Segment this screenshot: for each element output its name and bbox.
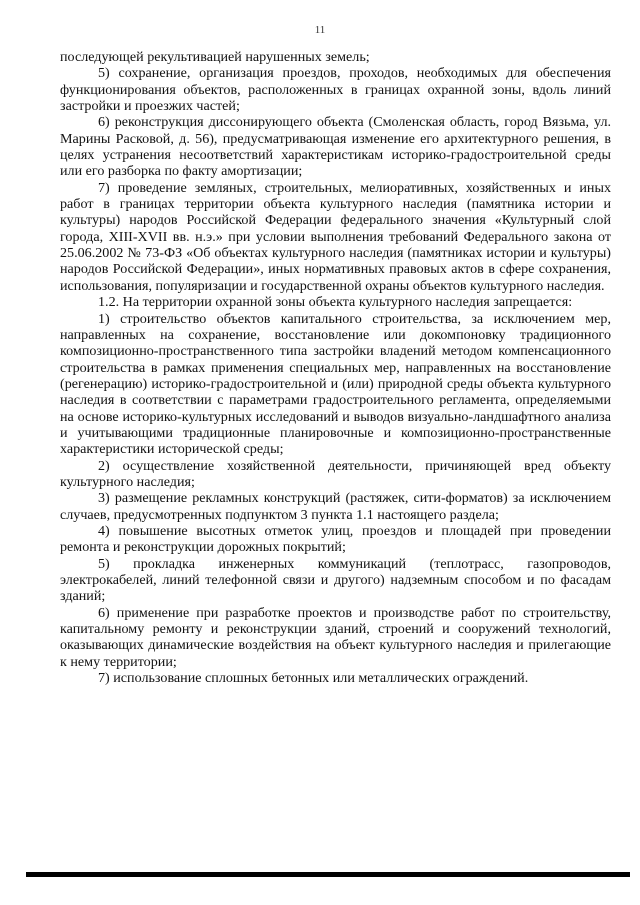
page-number: 11 xyxy=(314,24,326,36)
section-heading-1-2: 1.2. На территории охранной зоны объекта культурного наследия запрещается: xyxy=(98,294,573,311)
prohibition-item-5: 5) прокладка инженерных коммуникаций (теплотрасс, газопроводов, электрокабелей, линий телефонной связи и другого) надземным способом и по фасадам зданий; xyxy=(60,555,611,605)
prohibition-item-6: 6) применение при разработке проектов и производстве работ по строительству, капитальному ремонту и реконструкции зданий, строений и сооружений технологий, оказывающих динамические воздействия на объект культурного наследия и прилегающие к нему территории; xyxy=(60,604,611,670)
bottom-divider xyxy=(26,872,630,877)
paragraph-item-6-reconstruction: 6) реконструкция диссонирующего объекта (Смоленская область, город Вязьма, ул. Марины Расковой, д. 56), предусматривающая изменение его архитектурного решения, в целях устранения несоответствий характеристикам историко-градостроительной среды или его разборка по факту амортизации; xyxy=(60,114,611,180)
prohibition-item-3: 3) размещение рекламных конструкций (растяжек, сити-форматов) за исключением случаев, предусмотренных подпунктом 3 пункта 1.1 настоящего раздела; xyxy=(60,490,611,523)
document-body xyxy=(60,49,611,686)
paragraph-item-5-passages: 5) сохранение, организация проездов, проходов, необходимых для обеспечения функционирования объектов, расположенных в границах охранной зоны, вдоль линий застройки и проезжих частей; xyxy=(60,65,611,115)
prohibition-item-1: 1) строительство объектов капитального строительства, за исключением мер, направленных на сохранение, восстановление или докомпоновку традиционного композиционно-пространственного типа застройки владений методом компенсационного строительства в рамках применения специальных мер, направленных на восстановление (регенерацию) историко-градостроительной и (или) природной среды объекта культурного наследия в соответствии с параметрами градостроительного регламента, определяемыми на основе историко-культурных исследований и выводов визуально-ландшафтного анализа и учитывающими традиционные планировочные и композиционно-пространственные характеристики исторической среды; xyxy=(60,310,611,458)
prohibition-item-2: 2) осуществление хозяйственной деятельности, причиняющей вред объекту культурного наследия; xyxy=(60,457,611,490)
prohibition-item-4: 4) повышение высотных отметок улиц, проездов и площадей при проведении ремонта и реконструкции дорожных покрытий; xyxy=(60,522,611,556)
paragraph-continuation: последующей рекультивацией нарушенных земель; xyxy=(60,49,370,65)
prohibition-item-7: 7) использование сплошных бетонных или металлических ограждений. xyxy=(98,670,529,687)
paragraph-item-7-earthworks: 7) проведение земляных, строительных, мелиоративных, хозяйственных и иных работ в границах территории объекта культурного наследия (памятника истории и культуры) народов Российской Федерации федерального значения «Культурный слой города, XIII-XVII вв. н.э.» при условии выполнения требований Федерального закона от 25.06.2002 № 73-ФЗ «Об объектах культурного наследия (памятниках истории и культуры) народов Российской Федерации», иных нормативных правовых актов в сфере сохранения, использования, популяризации и государственной охраны объектов культурного наследия. xyxy=(60,179,611,294)
